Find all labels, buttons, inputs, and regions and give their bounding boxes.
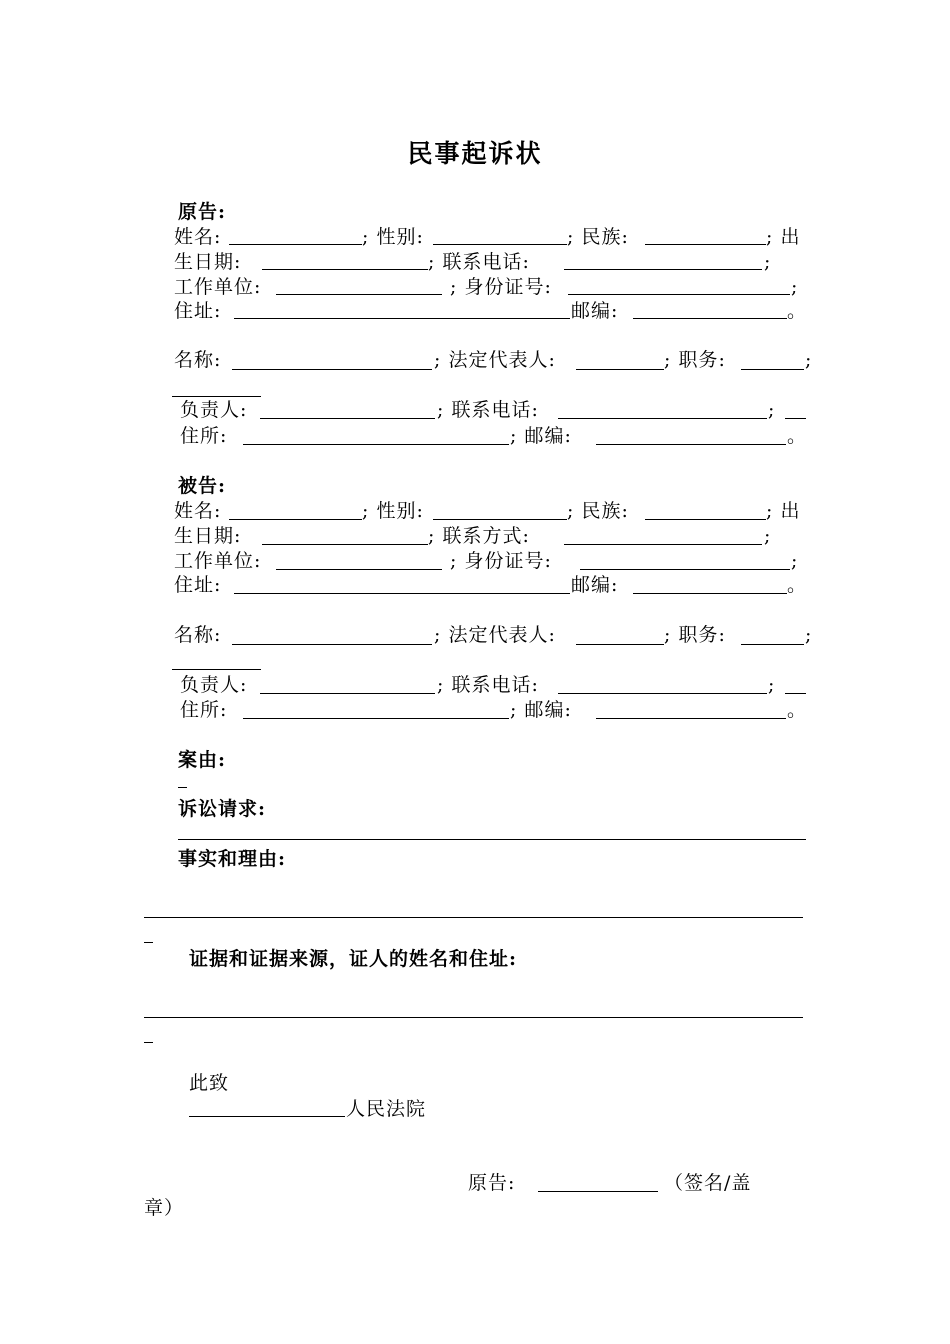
defendant-org-principal-field[interactable]: [260, 693, 435, 694]
plaintiff-org-rep-field[interactable]: [576, 369, 664, 370]
defendant-contact-field[interactable]: [564, 544, 762, 545]
evidence-heading: 证据和证据来源，证人的姓名和住址:: [189, 948, 518, 970]
plaintiff-org-principal-field[interactable]: [260, 418, 435, 419]
plaintiff-org-title-label: ; 职务:: [664, 349, 726, 371]
defendant-org-rep-label: ; 法定代表人:: [434, 624, 556, 646]
defendant-org-line2-end: ;: [768, 674, 776, 696]
plaintiff-heading: 原告:: [178, 201, 227, 223]
court-suffix: 人民法院: [346, 1098, 427, 1120]
defendant-name-label: 姓名:: [174, 500, 222, 522]
facts-heading: 事实和理由:: [178, 848, 287, 870]
plaintiff-org-line2-end: ;: [768, 399, 776, 421]
page-title: 民事起诉状: [407, 139, 543, 168]
evidence-field-tail[interactable]: [144, 1042, 153, 1043]
plaintiff-org-postcode-label: ; 邮编:: [510, 425, 572, 447]
plaintiff-org-title-field[interactable]: [741, 369, 804, 370]
defendant-birth-label-b: 生日期:: [174, 525, 242, 547]
defendant-org-postcode-label: ; 邮编:: [510, 699, 572, 721]
plaintiff-org-phone-field[interactable]: [558, 418, 767, 419]
plaintiff-org-phone-label: ; 联系电话:: [437, 399, 539, 421]
plaintiff-birth-label-b: 生日期:: [174, 251, 242, 273]
cause-heading: 案由:: [178, 749, 227, 771]
plaintiff-ethnicity-field[interactable]: [645, 244, 766, 245]
claims-field[interactable]: [178, 839, 806, 840]
plaintiff-org-domicile-label: 住所:: [180, 425, 228, 447]
defendant-id-field[interactable]: [580, 569, 790, 570]
defendant-org-line3-end: 。: [787, 699, 808, 721]
plaintiff-ethnicity-label: ; 民族:: [567, 226, 629, 248]
signature-field[interactable]: [538, 1191, 658, 1192]
plaintiff-birth-label-a: ; 出: [766, 226, 801, 248]
plaintiff-employer-field[interactable]: [276, 294, 442, 295]
plaintiff-org-name-label: 名称:: [174, 349, 222, 371]
plaintiff-org-rep-label: ; 法定代表人:: [434, 349, 556, 371]
defendant-contact-label: ; 联系方式:: [428, 525, 530, 547]
defendant-id-label: ; 身份证号:: [450, 550, 552, 572]
plaintiff-org-domicile-field[interactable]: [243, 444, 509, 445]
cause-field[interactable]: [178, 787, 187, 788]
defendant-ethnicity-field[interactable]: [645, 519, 766, 520]
plaintiff-id-label: ; 身份证号:: [450, 276, 552, 298]
plaintiff-gender-label: ; 性别:: [362, 226, 424, 248]
defendant-birthdate-field[interactable]: [262, 544, 428, 545]
claims-heading: 诉讼请求:: [178, 798, 267, 820]
defendant-employer-label: 工作单位:: [174, 550, 262, 572]
court-name-field[interactable]: [189, 1116, 345, 1117]
defendant-line4-end: 。: [787, 574, 808, 596]
closing-to: 此致: [189, 1072, 230, 1094]
plaintiff-address-label: 住址:: [174, 300, 222, 322]
signature-label: 原告:: [468, 1172, 516, 1194]
signature-note-a: （签名/盖: [664, 1172, 752, 1194]
defendant-employer-field[interactable]: [276, 569, 442, 570]
plaintiff-id-field[interactable]: [568, 294, 790, 295]
facts-field[interactable]: [144, 917, 803, 918]
defendant-org-domicile-label: 住所:: [180, 699, 228, 721]
defendant-address-label: 住址:: [174, 574, 222, 596]
plaintiff-phone-field[interactable]: [564, 269, 762, 270]
facts-field-tail[interactable]: [144, 942, 153, 943]
plaintiff-org-line3-end: 。: [787, 425, 808, 447]
plaintiff-line3-end: ;: [791, 276, 799, 298]
defendant-gender-field[interactable]: [433, 519, 567, 520]
plaintiff-gender-field[interactable]: [433, 244, 567, 245]
defendant-org-name-field[interactable]: [232, 644, 432, 645]
defendant-org-trailing-field[interactable]: [785, 693, 806, 694]
defendant-org-extra-field[interactable]: [172, 669, 261, 670]
defendant-org-domicile-field[interactable]: [243, 718, 509, 719]
defendant-org-rep-field[interactable]: [576, 644, 664, 645]
plaintiff-phone-label: ; 联系电话:: [428, 251, 530, 273]
plaintiff-address-field[interactable]: [234, 318, 570, 319]
evidence-field[interactable]: [144, 1017, 803, 1018]
defendant-postcode-field[interactable]: [633, 593, 787, 594]
plaintiff-org-trailing-field[interactable]: [785, 418, 806, 419]
plaintiff-org-line1-end: ;: [805, 349, 813, 371]
plaintiff-name-field[interactable]: [229, 244, 362, 245]
defendant-name-field[interactable]: [229, 519, 362, 520]
defendant-org-principal-label: 负责人:: [180, 674, 248, 696]
defendant-org-phone-field[interactable]: [558, 693, 767, 694]
signature-note-b: 章）: [144, 1197, 185, 1219]
defendant-birth-label-a: ; 出: [766, 500, 801, 522]
defendant-line2-end: ;: [764, 525, 772, 547]
plaintiff-org-extra-field[interactable]: [172, 396, 261, 397]
defendant-ethnicity-label: ; 民族:: [567, 500, 629, 522]
plaintiff-postcode-field[interactable]: [633, 318, 787, 319]
defendant-org-title-label: ; 职务:: [664, 624, 726, 646]
defendant-org-postcode-field[interactable]: [596, 718, 786, 719]
defendant-heading: 被告:: [178, 475, 227, 497]
plaintiff-org-postcode-field[interactable]: [596, 444, 786, 445]
defendant-line3-end: ;: [791, 550, 799, 572]
plaintiff-postcode-label: 邮编:: [571, 300, 619, 322]
plaintiff-org-principal-label: 负责人:: [180, 399, 248, 421]
defendant-address-field[interactable]: [234, 593, 570, 594]
defendant-org-line1-end: ;: [805, 624, 813, 646]
plaintiff-org-name-field[interactable]: [232, 369, 432, 370]
defendant-postcode-label: 邮编:: [571, 574, 619, 596]
plaintiff-birthdate-field[interactable]: [262, 269, 428, 270]
plaintiff-line4-end: 。: [787, 300, 808, 322]
plaintiff-employer-label: 工作单位:: [174, 276, 262, 298]
defendant-org-title-field[interactable]: [741, 644, 804, 645]
defendant-gender-label: ; 性别:: [362, 500, 424, 522]
defendant-org-name-label: 名称:: [174, 624, 222, 646]
plaintiff-line2-end: ;: [764, 251, 772, 273]
defendant-org-phone-label: ; 联系电话:: [437, 674, 539, 696]
plaintiff-name-label: 姓名:: [174, 226, 222, 248]
